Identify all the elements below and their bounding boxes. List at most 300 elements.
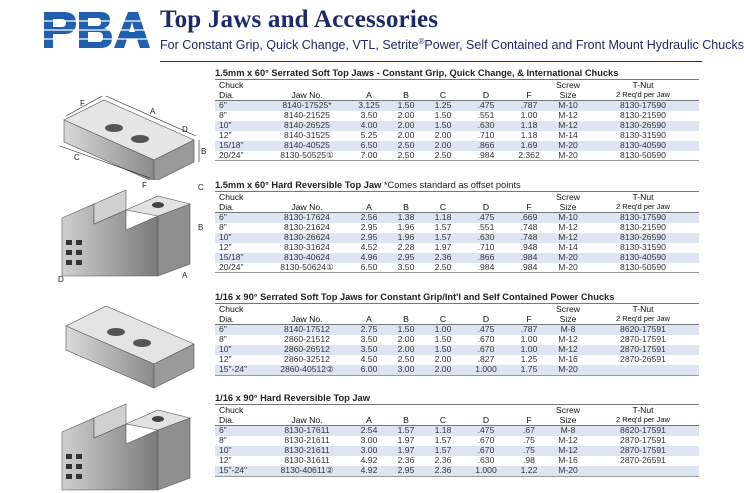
table-cell: 1.50 <box>434 120 452 130</box>
col-header-b: B <box>389 314 423 325</box>
table-cell: .475 <box>477 100 495 110</box>
table-cell: 6" <box>219 100 227 110</box>
table-cell: .670 <box>477 445 495 455</box>
table-cell: .670 <box>477 435 495 445</box>
table-row <box>215 446 699 456</box>
dim-label-b: B <box>201 147 207 156</box>
table-cell: M-8 <box>560 324 576 334</box>
table-row <box>215 426 699 436</box>
table-cell: 10" <box>219 120 232 130</box>
table-cell: 2870-26591 <box>620 354 666 364</box>
col-header-tnut-qty: 2 Req'd per Jaw <box>587 90 699 101</box>
col-header-blank <box>463 80 509 91</box>
table-cell: 8130-40590 <box>620 140 666 150</box>
col-header-blank <box>265 304 349 315</box>
serrated-soft-jaw-illustration <box>54 290 214 390</box>
table-cell: 4.96 <box>360 252 378 262</box>
table-cell: M-12 <box>558 232 578 242</box>
col-header-blank <box>509 80 549 91</box>
col-header-size: Size <box>549 202 587 213</box>
table-cell: 8130-17611 <box>284 425 330 435</box>
col-header-blank <box>423 304 463 315</box>
table-cell: 20/24" <box>215 151 265 161</box>
col-header-c: C <box>423 415 463 426</box>
col-header-tnut-qty: 2 Req'd per Jaw <box>587 415 699 426</box>
registered-mark: ® <box>418 37 425 46</box>
table-cell: 1.57 <box>434 222 452 232</box>
table-cell: 8130-31590 <box>620 130 666 140</box>
table-cell: 2.50 <box>397 140 415 150</box>
col-header-blank <box>389 405 423 416</box>
table-row <box>215 233 699 243</box>
table-row <box>215 436 699 446</box>
table-cell: 8130-50590 <box>587 151 699 161</box>
table-cell: 3.00 <box>360 445 378 455</box>
table-cell: .670 <box>477 344 495 354</box>
section-title-text: 1.5mm x 60° Hard Reversible Top Jaw <box>215 180 382 190</box>
col-header-d: D <box>463 314 509 325</box>
table-cell: 8" <box>219 110 227 120</box>
section-note: *Comes standard as offset points <box>381 180 521 190</box>
table-cell: 2.54 <box>360 425 378 435</box>
dim-label-a: A <box>150 107 156 116</box>
subtitle-text-rest: Power, Self Contained and Front Mount Hydraulic Chucks <box>424 38 744 53</box>
table-row <box>215 263 699 273</box>
table-cell: M-12 <box>558 222 578 232</box>
table-cell: 1.000 <box>463 466 509 476</box>
pba-logo <box>42 6 152 52</box>
table-cell: .787 <box>520 324 538 334</box>
table-cell: .669 <box>520 212 538 222</box>
col-header-c: C <box>423 90 463 101</box>
table-row <box>215 213 699 223</box>
table-cell: 10" <box>219 344 232 354</box>
table-row <box>215 466 699 476</box>
table-cell: .551 <box>477 222 495 232</box>
col-header-blank <box>265 405 349 416</box>
section-3 <box>215 392 699 477</box>
col-header-dia: Dia. <box>215 314 265 325</box>
col-header-chuck: Chuck <box>215 304 265 315</box>
table-cell: 20/24" <box>215 263 265 273</box>
table-cell: M-12 <box>558 334 578 344</box>
col-header-d: D <box>463 202 509 213</box>
table-cell: .787 <box>520 100 538 110</box>
table-cell: 6" <box>219 212 227 222</box>
table-row <box>215 131 699 141</box>
table-cell: M-20 <box>558 252 578 262</box>
section-title-text: 1/16 x 90° Serrated Soft Top Jaws for Constant Grip/Int'l and Self Contained Power Chucks <box>215 292 615 302</box>
table-cell: M-20 <box>549 263 587 273</box>
col-header-blank <box>509 304 549 315</box>
table-cell: 3.00 <box>389 365 423 375</box>
dim-label-a-2: A <box>182 271 188 280</box>
table-cell: 2860-21512 <box>284 334 330 344</box>
col-header-blank <box>423 405 463 416</box>
table-cell: 2870-17591 <box>620 435 666 445</box>
table-cell: 3.125 <box>358 100 380 110</box>
table-cell: M-8 <box>560 425 576 435</box>
table-cell: 8130-31590 <box>620 242 666 252</box>
table-cell: 3.00 <box>360 435 378 445</box>
table-cell: 8130-21624 <box>284 222 330 232</box>
table-cell: M-20 <box>558 140 578 150</box>
table-cell: M-14 <box>558 242 578 252</box>
table-row <box>215 345 699 355</box>
table-cell: 8130-21590 <box>620 110 666 120</box>
table-cell: 2870-26591 <box>620 455 666 465</box>
table-cell: 3.50 <box>360 110 378 120</box>
table-cell: 1.25 <box>520 354 538 364</box>
col-header-tnut-qty: 2 Req'd per Jaw <box>587 202 699 213</box>
table-cell: 1.18 <box>434 425 452 435</box>
section-title <box>215 67 699 79</box>
col-header-screw: Screw <box>549 304 587 315</box>
table-cell: .670 <box>477 334 495 344</box>
table-cell: 8130-21590 <box>620 222 666 232</box>
table-cell: 1.00 <box>520 344 538 354</box>
table-cell: .67 <box>523 425 535 435</box>
table-cell: 1.96 <box>397 222 415 232</box>
table-cell: 10" <box>219 445 232 455</box>
table-cell: 4.50 <box>360 354 378 364</box>
col-header-jaw-no: Jaw No. <box>265 90 349 101</box>
table-cell: 8130-31624 <box>284 242 330 252</box>
table-row <box>215 325 699 335</box>
table-cell: 1.97 <box>397 445 415 455</box>
table-cell: 8130-17590 <box>620 100 666 110</box>
table-row <box>215 456 699 466</box>
table-cell: 2.00 <box>423 365 463 375</box>
table-cell: 2.36 <box>434 455 452 465</box>
soft-top-jaw-illustration <box>54 70 214 180</box>
col-header-blank <box>265 192 349 203</box>
table-cell: 8620-17591 <box>620 324 666 334</box>
spec-table <box>215 191 699 273</box>
table-cell: .475 <box>477 324 495 334</box>
table-cell: 15"-24" <box>215 365 265 375</box>
col-header-blank <box>463 405 509 416</box>
table-cell: .748 <box>520 222 538 232</box>
table-cell: .984 <box>463 151 509 161</box>
table-row <box>215 121 699 131</box>
col-header-chuck: Chuck <box>215 80 265 91</box>
table-cell: .710 <box>477 130 495 140</box>
table-cell: 15/18" <box>219 140 244 150</box>
section-0 <box>215 67 699 161</box>
section-title-text: 1/16 x 90° Hard Reversible Top Jaw <box>215 393 370 403</box>
dim-label-d: D <box>182 125 188 134</box>
table-cell: 2870-17591 <box>620 445 666 455</box>
table-cell: 1.22 <box>509 466 549 476</box>
table-cell: M-20 <box>549 365 587 375</box>
table-cell: 8140-31525 <box>284 130 330 140</box>
col-header-blank <box>389 304 423 315</box>
col-header-blank <box>509 405 549 416</box>
table-cell: M-20 <box>549 151 587 161</box>
table-cell: 2870-17591 <box>620 344 666 354</box>
table-cell: 12" <box>219 354 232 364</box>
table-cell: 1.57 <box>434 435 452 445</box>
table-cell: .475 <box>477 425 495 435</box>
hard-reversible-jaw-illustration <box>54 178 214 288</box>
table-cell: .630 <box>477 120 495 130</box>
table-cell <box>587 365 699 375</box>
table-cell: 1.50 <box>397 100 415 110</box>
subtitle-text: For Constant Grip, Quick Change, VTL, Setrite <box>160 38 419 53</box>
table-row <box>215 111 699 121</box>
col-header-a: A <box>349 202 389 213</box>
table-cell: M-12 <box>558 445 578 455</box>
dim-label-d-2: D <box>58 275 64 284</box>
table-cell: 2.36 <box>423 466 463 476</box>
spec-table <box>215 79 699 161</box>
header-rule <box>160 61 702 62</box>
table-cell: 2.00 <box>397 130 415 140</box>
table-cell: .866 <box>477 252 495 262</box>
col-header-f: F <box>509 202 549 213</box>
col-header-b: B <box>389 202 423 213</box>
table-row <box>215 243 699 253</box>
table-cell: 3.50 <box>360 334 378 344</box>
table-cell: 8130-50590 <box>587 263 699 273</box>
table-cell: M-12 <box>558 120 578 130</box>
col-header-jaw-no: Jaw No. <box>265 314 349 325</box>
table-cell: M-10 <box>558 212 578 222</box>
table-cell: 7.00 <box>349 151 389 161</box>
table-cell: 6" <box>219 425 227 435</box>
table-cell: 2.36 <box>434 252 452 262</box>
table-cell: .984 <box>509 263 549 273</box>
table-cell: 12" <box>219 455 232 465</box>
table-cell: 8620-17591 <box>620 425 666 435</box>
table-cell: 8130-50525① <box>265 151 349 161</box>
table-cell: 2.95 <box>389 466 423 476</box>
table-cell: 8130-50624① <box>265 263 349 273</box>
col-header-chuck: Chuck <box>215 405 265 416</box>
col-header-f: F <box>509 314 549 325</box>
table-cell: 15"-24" <box>215 466 265 476</box>
table-cell: 12" <box>219 242 232 252</box>
table-cell: .710 <box>477 242 495 252</box>
col-header-blank <box>389 192 423 203</box>
table-cell: .630 <box>477 232 495 242</box>
table-cell: 1.57 <box>397 425 415 435</box>
section-1 <box>215 179 699 273</box>
table-cell: 15/18" <box>219 252 244 262</box>
table-cell: 8140-17512 <box>284 324 330 334</box>
table-cell: 1.38 <box>397 212 415 222</box>
dim-label-c: C <box>74 153 80 162</box>
col-header-b: B <box>389 90 423 101</box>
dim-label-c-2: C <box>198 183 204 192</box>
table-cell: 2.50 <box>389 151 423 161</box>
col-header-a: A <box>349 314 389 325</box>
table-cell: 8140-40525 <box>284 140 330 150</box>
section-title <box>215 291 699 303</box>
header <box>160 6 744 52</box>
table-cell: 2.00 <box>397 110 415 120</box>
col-header-blank <box>349 304 389 315</box>
table-cell: .984 <box>520 252 538 262</box>
table-cell: 6.00 <box>349 365 389 375</box>
col-header-size: Size <box>549 314 587 325</box>
table-cell: M-12 <box>558 435 578 445</box>
table-cell: 5.25 <box>360 130 378 140</box>
table-cell: .866 <box>477 140 495 150</box>
table-cell: 12" <box>219 130 232 140</box>
section-title <box>215 179 699 191</box>
table-row <box>215 141 699 151</box>
col-header-blank <box>349 192 389 203</box>
col-header-screw: Screw <box>549 405 587 416</box>
table-cell: .75 <box>523 435 535 445</box>
hard-reversible-jaw-illustration-2 <box>54 392 214 492</box>
col-header-size: Size <box>549 90 587 101</box>
table-cell: 2.50 <box>423 263 463 273</box>
col-header-a: A <box>349 90 389 101</box>
table-cell: 3.50 <box>360 344 378 354</box>
table-row <box>215 365 699 375</box>
table-cell: 2.00 <box>434 140 452 150</box>
table-cell: 1.18 <box>520 130 538 140</box>
table-cell: M-16 <box>558 354 578 364</box>
table-cell: 8" <box>219 334 227 344</box>
table-row <box>215 101 699 111</box>
table-row <box>215 151 699 161</box>
table-cell: 2.00 <box>397 120 415 130</box>
table-cell: 8130-26590 <box>620 232 666 242</box>
col-header-d: D <box>463 90 509 101</box>
col-header-tnut: T-Nut <box>587 304 699 315</box>
table-cell: M-10 <box>558 100 578 110</box>
table-cell: .475 <box>477 212 495 222</box>
table-cell: 2860-26512 <box>284 344 330 354</box>
table-cell: 2.95 <box>360 222 378 232</box>
table-cell: .630 <box>477 455 495 465</box>
table-cell: M-12 <box>558 110 578 120</box>
col-header-tnut-qty: 2 Req'd per Jaw <box>587 314 699 325</box>
table-cell: 1.75 <box>509 365 549 375</box>
col-header-dia: Dia. <box>215 90 265 101</box>
col-header-a: A <box>349 415 389 426</box>
table-cell: 8130-40624 <box>284 252 330 262</box>
table-cell: 8" <box>219 435 227 445</box>
table-cell: 2.00 <box>397 334 415 344</box>
table-cell: 1.97 <box>397 435 415 445</box>
dim-label-b-2: B <box>198 223 204 232</box>
col-header-blank <box>389 80 423 91</box>
col-header-blank <box>463 192 509 203</box>
page-subtitle <box>160 37 744 52</box>
table-cell <box>587 466 699 476</box>
table-cell: 2.50 <box>397 354 415 364</box>
col-header-tnut: T-Nut <box>587 405 699 416</box>
col-header-size: Size <box>549 415 587 426</box>
table-cell: 8130-21611 <box>284 435 330 445</box>
table-cell: 8140-21525 <box>284 110 330 120</box>
col-header-tnut: T-Nut <box>587 192 699 203</box>
table-cell: 8130-26624 <box>284 232 330 242</box>
table-cell: 1.50 <box>434 110 452 120</box>
table-cell: 8" <box>219 222 227 232</box>
col-header-blank <box>423 192 463 203</box>
table-cell: 2.56 <box>360 212 378 222</box>
table-row <box>215 335 699 345</box>
col-header-blank <box>349 405 389 416</box>
table-cell: 2.28 <box>397 242 415 252</box>
table-cell: 2.75 <box>360 324 378 334</box>
table-cell: 1.00 <box>520 334 538 344</box>
table-cell: 8130-17624 <box>284 212 330 222</box>
table-row <box>215 223 699 233</box>
table-cell: 2870-17591 <box>620 334 666 344</box>
section-title <box>215 392 699 404</box>
col-header-d: D <box>463 415 509 426</box>
table-cell: .551 <box>477 110 495 120</box>
table-cell: 8130-31611 <box>284 455 330 465</box>
table-cell: 1.000 <box>463 365 509 375</box>
section-title-text: 1.5mm x 60° Serrated Soft Top Jaws - Constant Grip, Quick Change, & International Chucks <box>215 68 619 78</box>
col-header-blank <box>423 80 463 91</box>
table-cell: 2.362 <box>509 151 549 161</box>
table-cell: M-12 <box>558 344 578 354</box>
table-cell: 8130-40590 <box>620 252 666 262</box>
table-cell: 1.69 <box>520 140 538 150</box>
col-header-f: F <box>509 90 549 101</box>
table-cell: .75 <box>523 445 535 455</box>
spec-table <box>215 303 699 376</box>
table-cell: 2860-32512 <box>284 354 330 364</box>
table-cell: 2.95 <box>397 252 415 262</box>
section-2 <box>215 291 699 376</box>
table-cell: .98 <box>523 455 535 465</box>
table-cell: 2.36 <box>397 455 415 465</box>
table-row <box>215 355 699 365</box>
spec-table <box>215 404 699 477</box>
table-cell: 8130-21611 <box>284 445 330 455</box>
table-cell: 1.50 <box>434 334 452 344</box>
page-title: Top Jaws and Accessories <box>160 6 439 33</box>
table-cell: 8130-40611② <box>265 466 349 476</box>
table-cell: 1.18 <box>434 212 452 222</box>
col-header-screw: Screw <box>549 80 587 91</box>
table-cell: 8130-17590 <box>620 212 666 222</box>
table-cell: 4.92 <box>349 466 389 476</box>
table-cell: M-14 <box>558 130 578 140</box>
table-cell: .748 <box>520 232 538 242</box>
table-cell: 2.95 <box>360 232 378 242</box>
table-cell: 4.52 <box>360 242 378 252</box>
dim-label-f: F <box>80 99 85 108</box>
table-cell: 1.57 <box>434 232 452 242</box>
table-cell: 6.50 <box>349 263 389 273</box>
table-cell: M-20 <box>549 466 587 476</box>
table-cell: 1.00 <box>520 110 538 120</box>
col-header-chuck: Chuck <box>215 192 265 203</box>
table-cell: 1.57 <box>434 445 452 455</box>
table-cell: 4.92 <box>360 455 378 465</box>
table-cell: M-16 <box>558 455 578 465</box>
table-cell: 2.50 <box>423 151 463 161</box>
col-header-blank <box>463 304 509 315</box>
table-cell: 8140-26525 <box>284 120 330 130</box>
table-cell: 2.00 <box>397 344 415 354</box>
table-cell: .984 <box>463 263 509 273</box>
table-row <box>215 253 699 263</box>
col-header-dia: Dia. <box>215 415 265 426</box>
col-header-jaw-no: Jaw No. <box>265 202 349 213</box>
